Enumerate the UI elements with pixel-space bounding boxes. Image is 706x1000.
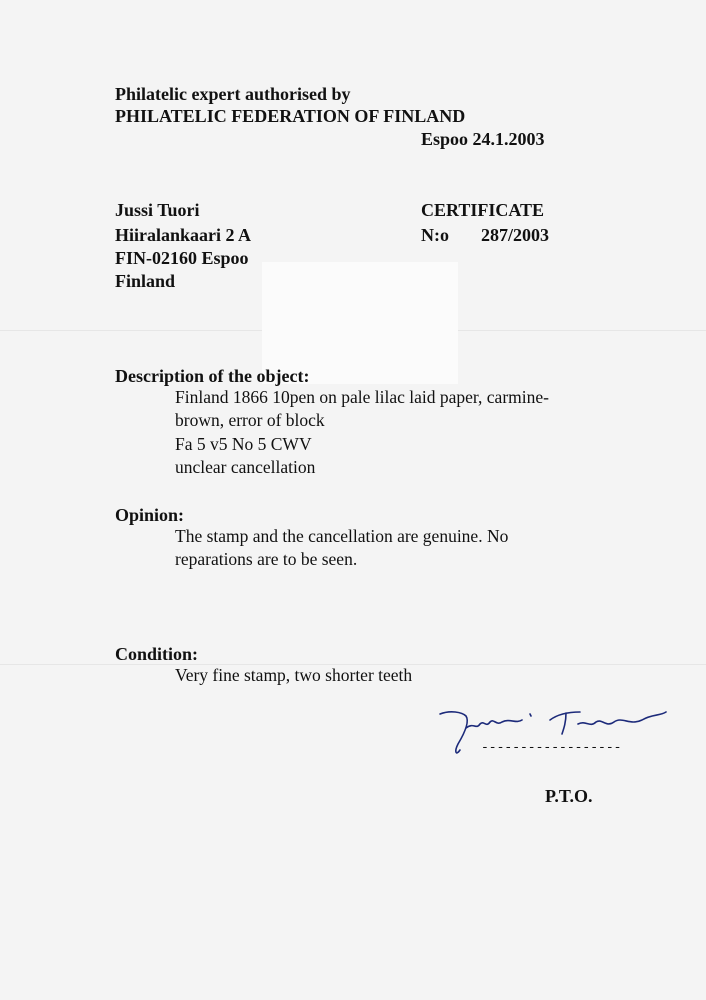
sender-street: Hiiralankaari 2 A — [115, 225, 252, 245]
header-line-1: Philatelic expert authorised by — [115, 84, 351, 104]
sender-country: Finland — [115, 271, 176, 291]
certificate-number-label: N:o — [421, 225, 449, 245]
sender-postal: FIN-02160 Espoo — [115, 248, 249, 268]
condition-heading: Condition: — [115, 644, 199, 664]
description-line: brown, error of block — [175, 410, 325, 430]
certificate-title: CERTIFICATE — [421, 200, 545, 220]
description-line: Fa 5 v5 No 5 CWV — [175, 434, 312, 454]
description-heading: Description of the object: — [115, 366, 310, 386]
opinion-line: reparations are to be seen. — [175, 549, 358, 569]
pto-label: P.T.O. — [545, 786, 593, 806]
place-date: Espoo 24.1.2003 — [421, 129, 545, 149]
sender-name: Jussi Tuori — [115, 200, 200, 220]
description-line: unclear cancellation — [175, 457, 316, 477]
certificate-number: 287/2003 — [481, 225, 550, 245]
opinion-heading: Opinion: — [115, 505, 185, 525]
description-line: Finland 1866 10pen on pale lilac laid paper, carmine- — [175, 387, 549, 407]
condition-line: Very fine stamp, two shorter teeth — [175, 665, 413, 685]
signature-line: ------------------ — [481, 740, 622, 755]
header-line-2: PHILATELIC FEDERATION OF FINLAND — [115, 106, 466, 126]
opinion-line: The stamp and the cancellation are genuine. No — [175, 526, 509, 546]
